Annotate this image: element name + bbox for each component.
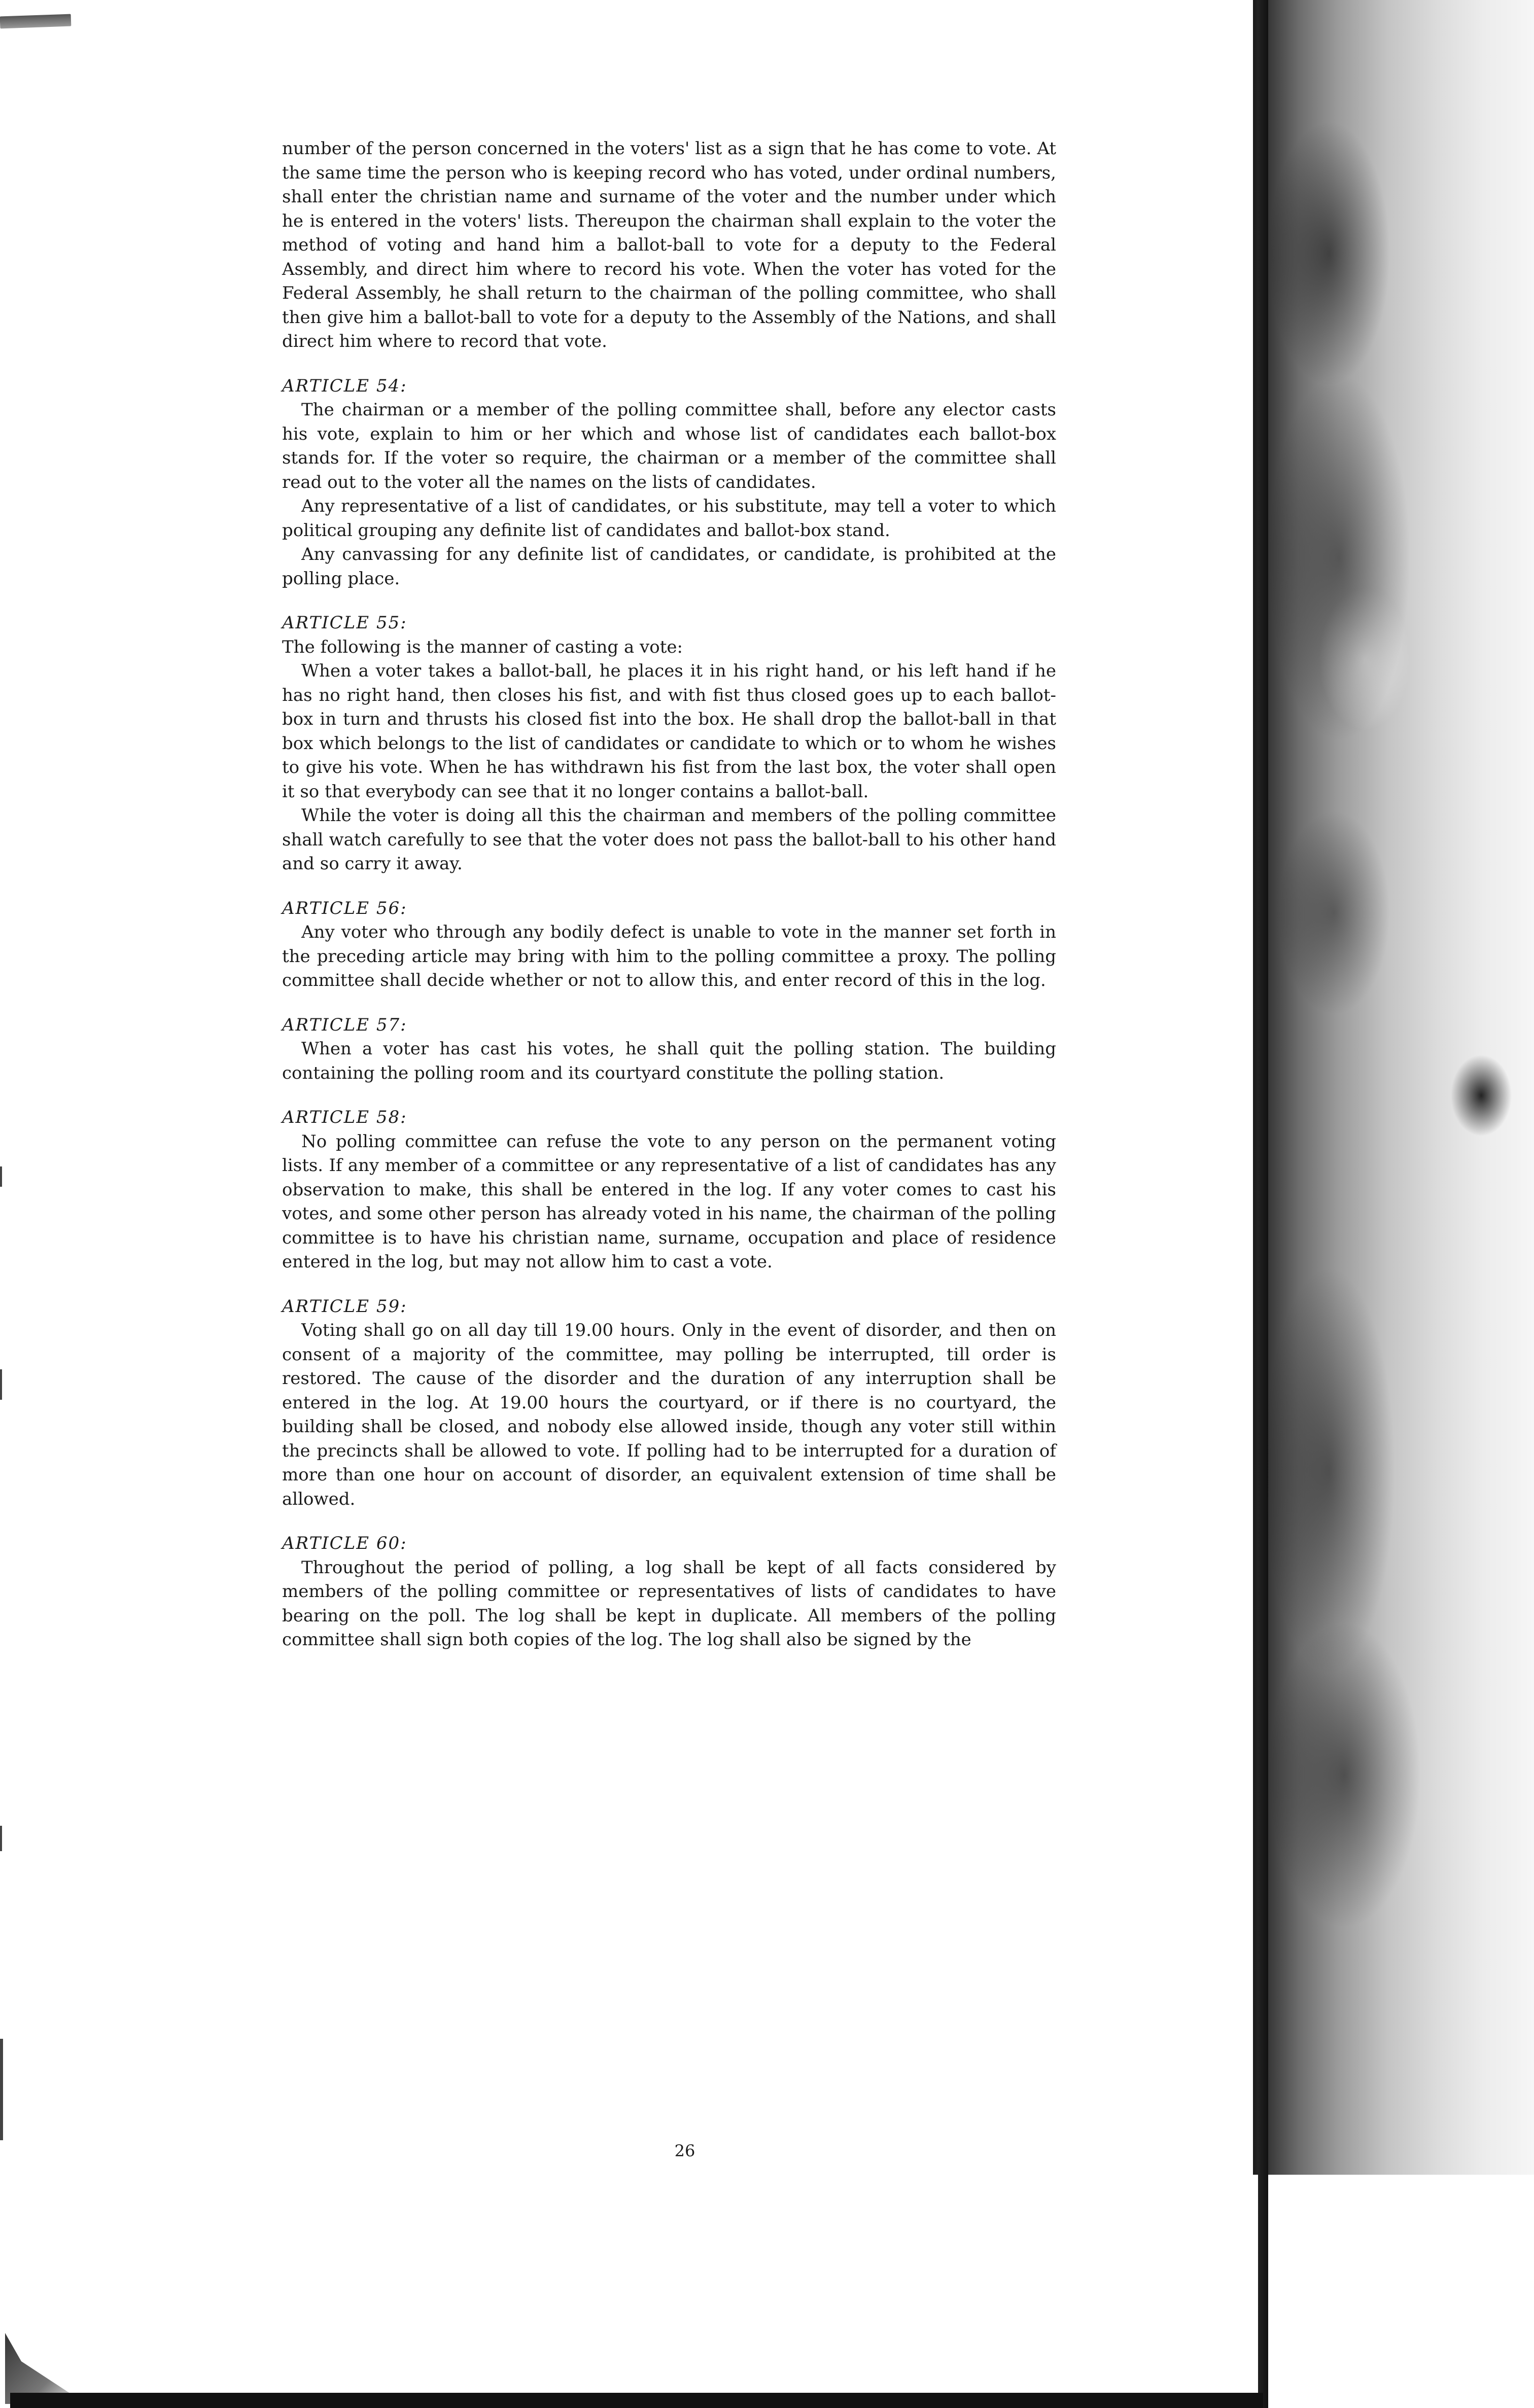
page-number (0, 2141, 1262, 2161)
article-60 (282, 1532, 1056, 1652)
left-margin-speck (0, 1166, 2, 1187)
article-heading: ARTICLE 54: (282, 375, 407, 396)
article-paragraph: When a voter takes a ballot-ball, he places it in his right hand, or his left hand if he has no right hand, then closes his fist, and with fist thus closed goes up to each ballot-box in turn and thrusts his closed fist into the box. He shall drop the ballot-ball in that box which belongs to the list of candidates or candidate to which or to whom he wishes to give his vote. When he has withdrawn his fist from the last box, the voter shall open it so that everybody can see that it no longer contains a ballot-ball. (282, 661, 1056, 802)
corner-tear-mark (0, 14, 71, 29)
article-paragraph: When a voter has cast his votes, he shall quit the polling station. The building containing the polling room and its courtyard constitute the polling station. (282, 1039, 1056, 1083)
article-heading: ARTICLE 57: (282, 1014, 407, 1035)
article-paragraph: Any representative of a list of candidates, or his substitute, may tell a voter to which political grouping any definite list of candidates and ballot-box stand. (282, 496, 1056, 541)
article-paragraph: The chairman or a member of the polling committee shall, before any elector casts his vote, explain to him or her which and whose list of candidates each ballot-box stands for. If the voter so require, the chairman or a member of the committee shall read out to the voter all the names on the lists of candidates. (282, 400, 1056, 492)
page-number-text: 26 (674, 2141, 695, 2161)
article-paragraph: Throughout the period of polling, a log shall be kept of all facts considered by members of the polling committee or representatives of lists of candidates to have bearing on the poll. The log shall be kept in duplicate. All members of the polling committee shall sign both copies of the log. The log shall also be signed by the (282, 1557, 1056, 1650)
article-57 (282, 1013, 1056, 1086)
left-margin-speck (0, 1369, 2, 1400)
left-margin-speck (0, 2039, 3, 2140)
opening-paragraph: number of the person concerned in the voters' list as a sign that he has come to vote. At the same time the person who is keeping record who has voted, under ordinal numbers, shall enter the christian name and surname of the voter and the number under which he is entered in the voters' lists. Thereupon the chairman shall explain to the voter the method of voting and hand him a ballot-ball to vote for a deputy to the Federal Assembly, and direct him where to record his vote. When the voter has voted for the Federal Assembly, he shall return to the chairman of the polling committee, who shall then give him a ballot-ball to vote for a deputy to the Assembly of the Nations, and shall direct him where to record that vote. (282, 138, 1056, 351)
article-heading: ARTICLE 60: (282, 1533, 407, 1553)
article-paragraph: Voting shall go on all day till 19.00 hours. Only in the event of disorder, and then on consent of a majority of the committee, may polling be interrupted, till order is restored. The cause of the disorder and the duration of any interruption shall be entered in the log. At 19.00 hours the courtyard, or if there is no courtyard, the building shall be closed, and nobody else allowed inside, though any voter still within the precincts shall be allowed to vote. If polling had to be interrupted for a duration of more than one hour on account of disorder, an equivalent extension of time shall be allowed. (282, 1320, 1056, 1509)
article-heading: ARTICLE 59: (282, 1296, 407, 1317)
article-59 (282, 1295, 1056, 1512)
article-heading: ARTICLE 55: (282, 613, 407, 633)
article-55 (282, 611, 1056, 876)
article-paragraph: No polling committee can refuse the vote to any person on the permanent voting lists. If any member of a committee or any representative of a list of candidates has any observation to make, this shall be entered in the log. If any voter comes to cast his votes, and some other person has already voted in his name, the chairman of the polling committee is to have his christian name, surname, occupation and place of residence entered in the log, but may not allow him to cast a vote. (282, 1131, 1057, 1272)
article-lead: The following is the manner of casting a vote: (282, 636, 683, 657)
scanner-mottle (1253, 0, 1534, 2175)
page-edge-right (1258, 0, 1268, 2408)
article-heading: ARTICLE 58: (282, 1107, 407, 1127)
article-54 (282, 374, 1056, 591)
document-body (282, 137, 1056, 1652)
article-58 (282, 1106, 1056, 1274)
article-paragraph: Any voter who through any bodily defect is unable to vote in the manner set forth in the preceding article may bring with him to the polling committee a proxy. The polling committee shall decide whether or not to allow this, and enter record of this in the log. (282, 922, 1056, 990)
article-heading: ARTICLE 56: (282, 898, 407, 918)
scanner-shadow (1253, 0, 1534, 2175)
article-56 (282, 897, 1056, 993)
page-edge-bottom (10, 2393, 1263, 2408)
article-paragraph: While the voter is doing all this the chairman and members of the polling committee shall watch carefully to see that the voter does not pass the ballot-ball to his other hand and so carry it away. (282, 805, 1056, 874)
article-paragraph: Any canvassing for any definite list of candidates, or candidate, is prohibited at the polling place. (282, 544, 1056, 589)
left-margin-speck (0, 1826, 2, 1851)
